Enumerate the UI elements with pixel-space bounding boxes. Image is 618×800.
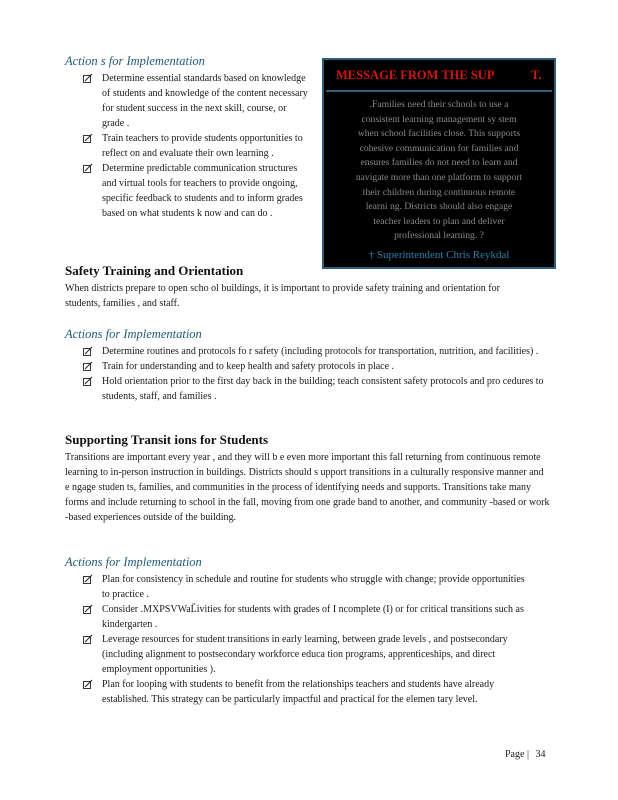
list-item-text: Determine routines and protocols fo r safety (including protocols for transportation, nutrition, and facilities) . <box>102 346 539 357</box>
list-item <box>83 161 308 221</box>
list-item <box>83 71 308 131</box>
list-item <box>83 677 533 707</box>
list-item-text: Determine essential standards based on knowledge of students and knowledge of the content necessary for student success in the next skill, course, or grade . <box>102 73 308 129</box>
list-item-text: Train teachers to provide students opportunities to reflect on and evaluate their own learning . <box>102 133 303 159</box>
checkbox-pencil-icon <box>83 163 93 173</box>
section-paragraph-safety: When districts prepare to open scho ol buildings, it is important to provide safety training and orientation for students, families , and staff. <box>65 283 500 309</box>
list-item-text: Leverage resources for student transitions in early learning, between grade levels , and postsecondary (including alignment to postsecondary workforce educa tion programs, apprenticeships, and direct employment opportunities ). <box>102 634 508 675</box>
actions-list-3 <box>83 572 533 707</box>
list-item-text: Plan for looping with students to benefit from the relationships teachers and students have already established. This strategy can be particularly impactful and practical for the elemen tary level. <box>102 679 495 705</box>
checkbox-pencil-icon <box>83 133 93 143</box>
list-item <box>83 131 308 161</box>
list-item <box>83 602 533 632</box>
checkbox-pencil-icon <box>83 376 93 386</box>
section-paragraph-transitions: Transitions are important every year , and they will b e even more important this fall returning from continuous remote learning to in-person instruction in buildings. Districts should s upport transitions in a culturally responsive manner and e ngage studen ts, families, and communities in the process of identifying needs and supports. Transitions take many forms and include returning to school in the fall, moving from one grade band to another, and community -based or work -based experiences outside of the building. <box>65 452 550 523</box>
list-item-text: Train for understanding and to keep health and safety protocols in place . <box>102 361 395 372</box>
message-box <box>322 58 556 269</box>
list-item <box>83 632 533 677</box>
actions-list-2 <box>83 344 553 404</box>
actions-list-1 <box>83 71 308 221</box>
list-item <box>83 359 553 374</box>
checkbox-pencil-icon <box>83 73 93 83</box>
checkbox-pencil-icon <box>83 361 93 371</box>
section-heading-safety: Safety Training and Orientation <box>65 263 244 278</box>
actions-heading-1: Action s for Implementation <box>65 54 205 68</box>
message-box-divider <box>326 90 552 92</box>
page-number: 34 <box>535 749 546 760</box>
actions-heading-3: Actions for Implementation <box>65 555 202 569</box>
list-item-text: Plan for consistency in schedule and routine for students who struggle with change; provide opportunities to practice . <box>102 574 525 600</box>
list-item <box>83 344 553 359</box>
actions-heading-2: Actions for Implementation <box>65 327 202 341</box>
list-item-text: Hold orientation prior to the first day back in the building; teach consistent safety protocols and pro cedures to students, staff, and families . <box>102 376 544 402</box>
list-item-text: Determine predictable communication structures and virtual tools for teachers to provide ongoing, specific feedback to students and to inform grades based on what students k now and can do . <box>102 163 303 219</box>
list-item <box>83 374 553 404</box>
page-footer <box>505 749 545 760</box>
checkbox-pencil-icon <box>83 679 93 689</box>
checkbox-pencil-icon <box>83 346 93 356</box>
section-heading-transitions: Supporting Transit ions for Students <box>65 432 269 447</box>
list-item <box>83 572 533 602</box>
checkbox-pencil-icon <box>83 574 93 584</box>
page-label: Page | <box>505 749 529 760</box>
checkbox-pencil-icon <box>83 634 93 644</box>
message-box-quote: .Families need their schools to use a consistent learning management sy stem when school facilities close. This supports cohesive communication for families and ensures families do not need to learn and navigate more than one platform to support their children during continuous remote learni ng. Districts should also engage teacher leaders to plan and deliver professional learning. ? <box>355 99 523 242</box>
message-box-title: MESSAGE FROM THE SUP T. <box>336 68 542 82</box>
list-item-text: Consider .MXPSVWaL̈̈̈ivities for students with grades of I ncomplete (I) or for critical transitions such as kindergarten . <box>102 604 524 630</box>
checkbox-pencil-icon <box>83 604 93 614</box>
message-box-signature: † Superintendent Chris Reykdal <box>368 249 510 261</box>
